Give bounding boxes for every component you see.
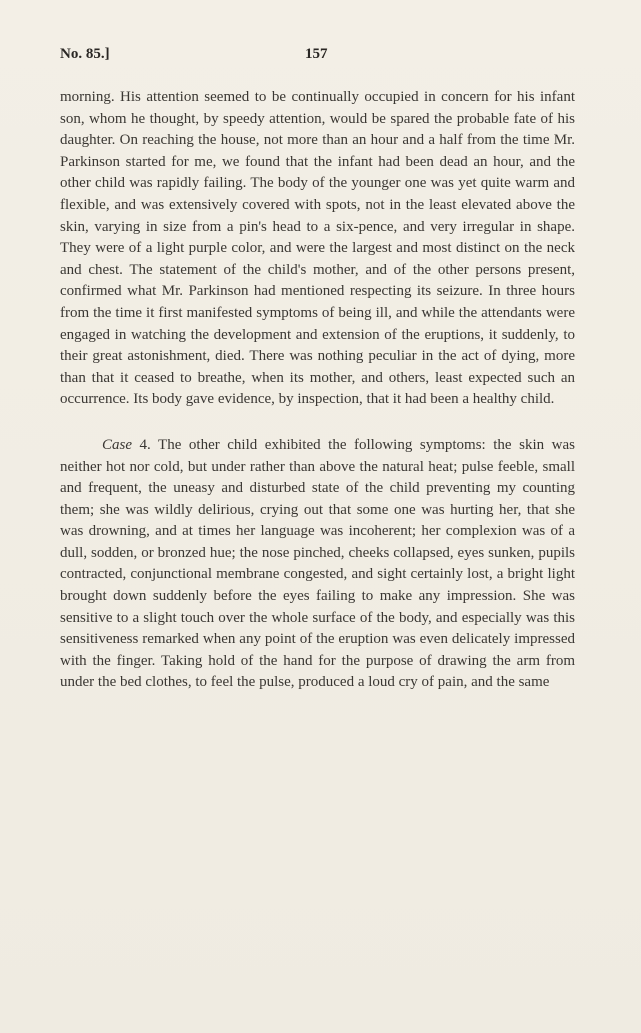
paragraph-case-4 — [60, 435, 575, 694]
paragraph-continuation: morning. His attention seemed to be continually occupied in concern for his infant son, whom he thought, by speedy attention, would be spared the probable fate of his daughter. On reaching the house, not more than an hour and a half from the time Mr. Parkinson started for me, we found that the infant had been dead an hour, and the other child was rapidly failing. The body of the younger one was yet quite warm and flexible, and was extensively covered with spots, not in the least elevated above the skin, varying in size from a pin's head to a six-pence, and very irregular in shape. They were of a light purple color, and were the largest and most distinct on the neck and chest. The statement of the child's mother, and of the other persons present, confirmed what Mr. Parkinson had mentioned respecting its seizure. In three hours from the time it first manifested symptoms of being ill, and while the attendants were engaged in watching the development and extension of the eruptions, it suddenly, to their great astonishment, died. There was nothing peculiar in the act of dying, more than that it ceased to breathe, when its mother, and others, least expected such an occurrence. Its body gave evidence, by inspection, that it had been a healthy child. — [60, 89, 575, 408]
issue-number: No. 85.] — [60, 46, 110, 62]
case-label: Case — [102, 436, 132, 453]
page-header — [60, 46, 581, 68]
case-text: 4. The other child exhibited the following symptoms: the skin was neither hot nor cold, but under rather than above the natural heat; pulse feeble, small and frequent, the uneasy and disturbed state of the child preventing my counting them; she was wildly delirious, crying out that some one was hurting her, that she was drowning, and at times her language was incoherent; her complexion was of a dull, sodden, or bronzed hue; the nose pinched, cheeks collapsed, eyes sunken, pupils contracted, conjunctional membrane congested, and sight certainly lost, a bright light brought down suddenly before the eyes failing to make any impression. She was sensitive to a slight touch over the whole surface of the body, and especially was this sensitiveness remarked when any point of the eruption was even delicately impressed with the finger. Taking hold of the hand for the purpose of drawing the arm from under the bed clothes, to feel the pulse, produced a loud cry of pain, and the same — [60, 436, 575, 691]
body-text — [60, 87, 575, 694]
page-number: 157 — [305, 46, 328, 62]
